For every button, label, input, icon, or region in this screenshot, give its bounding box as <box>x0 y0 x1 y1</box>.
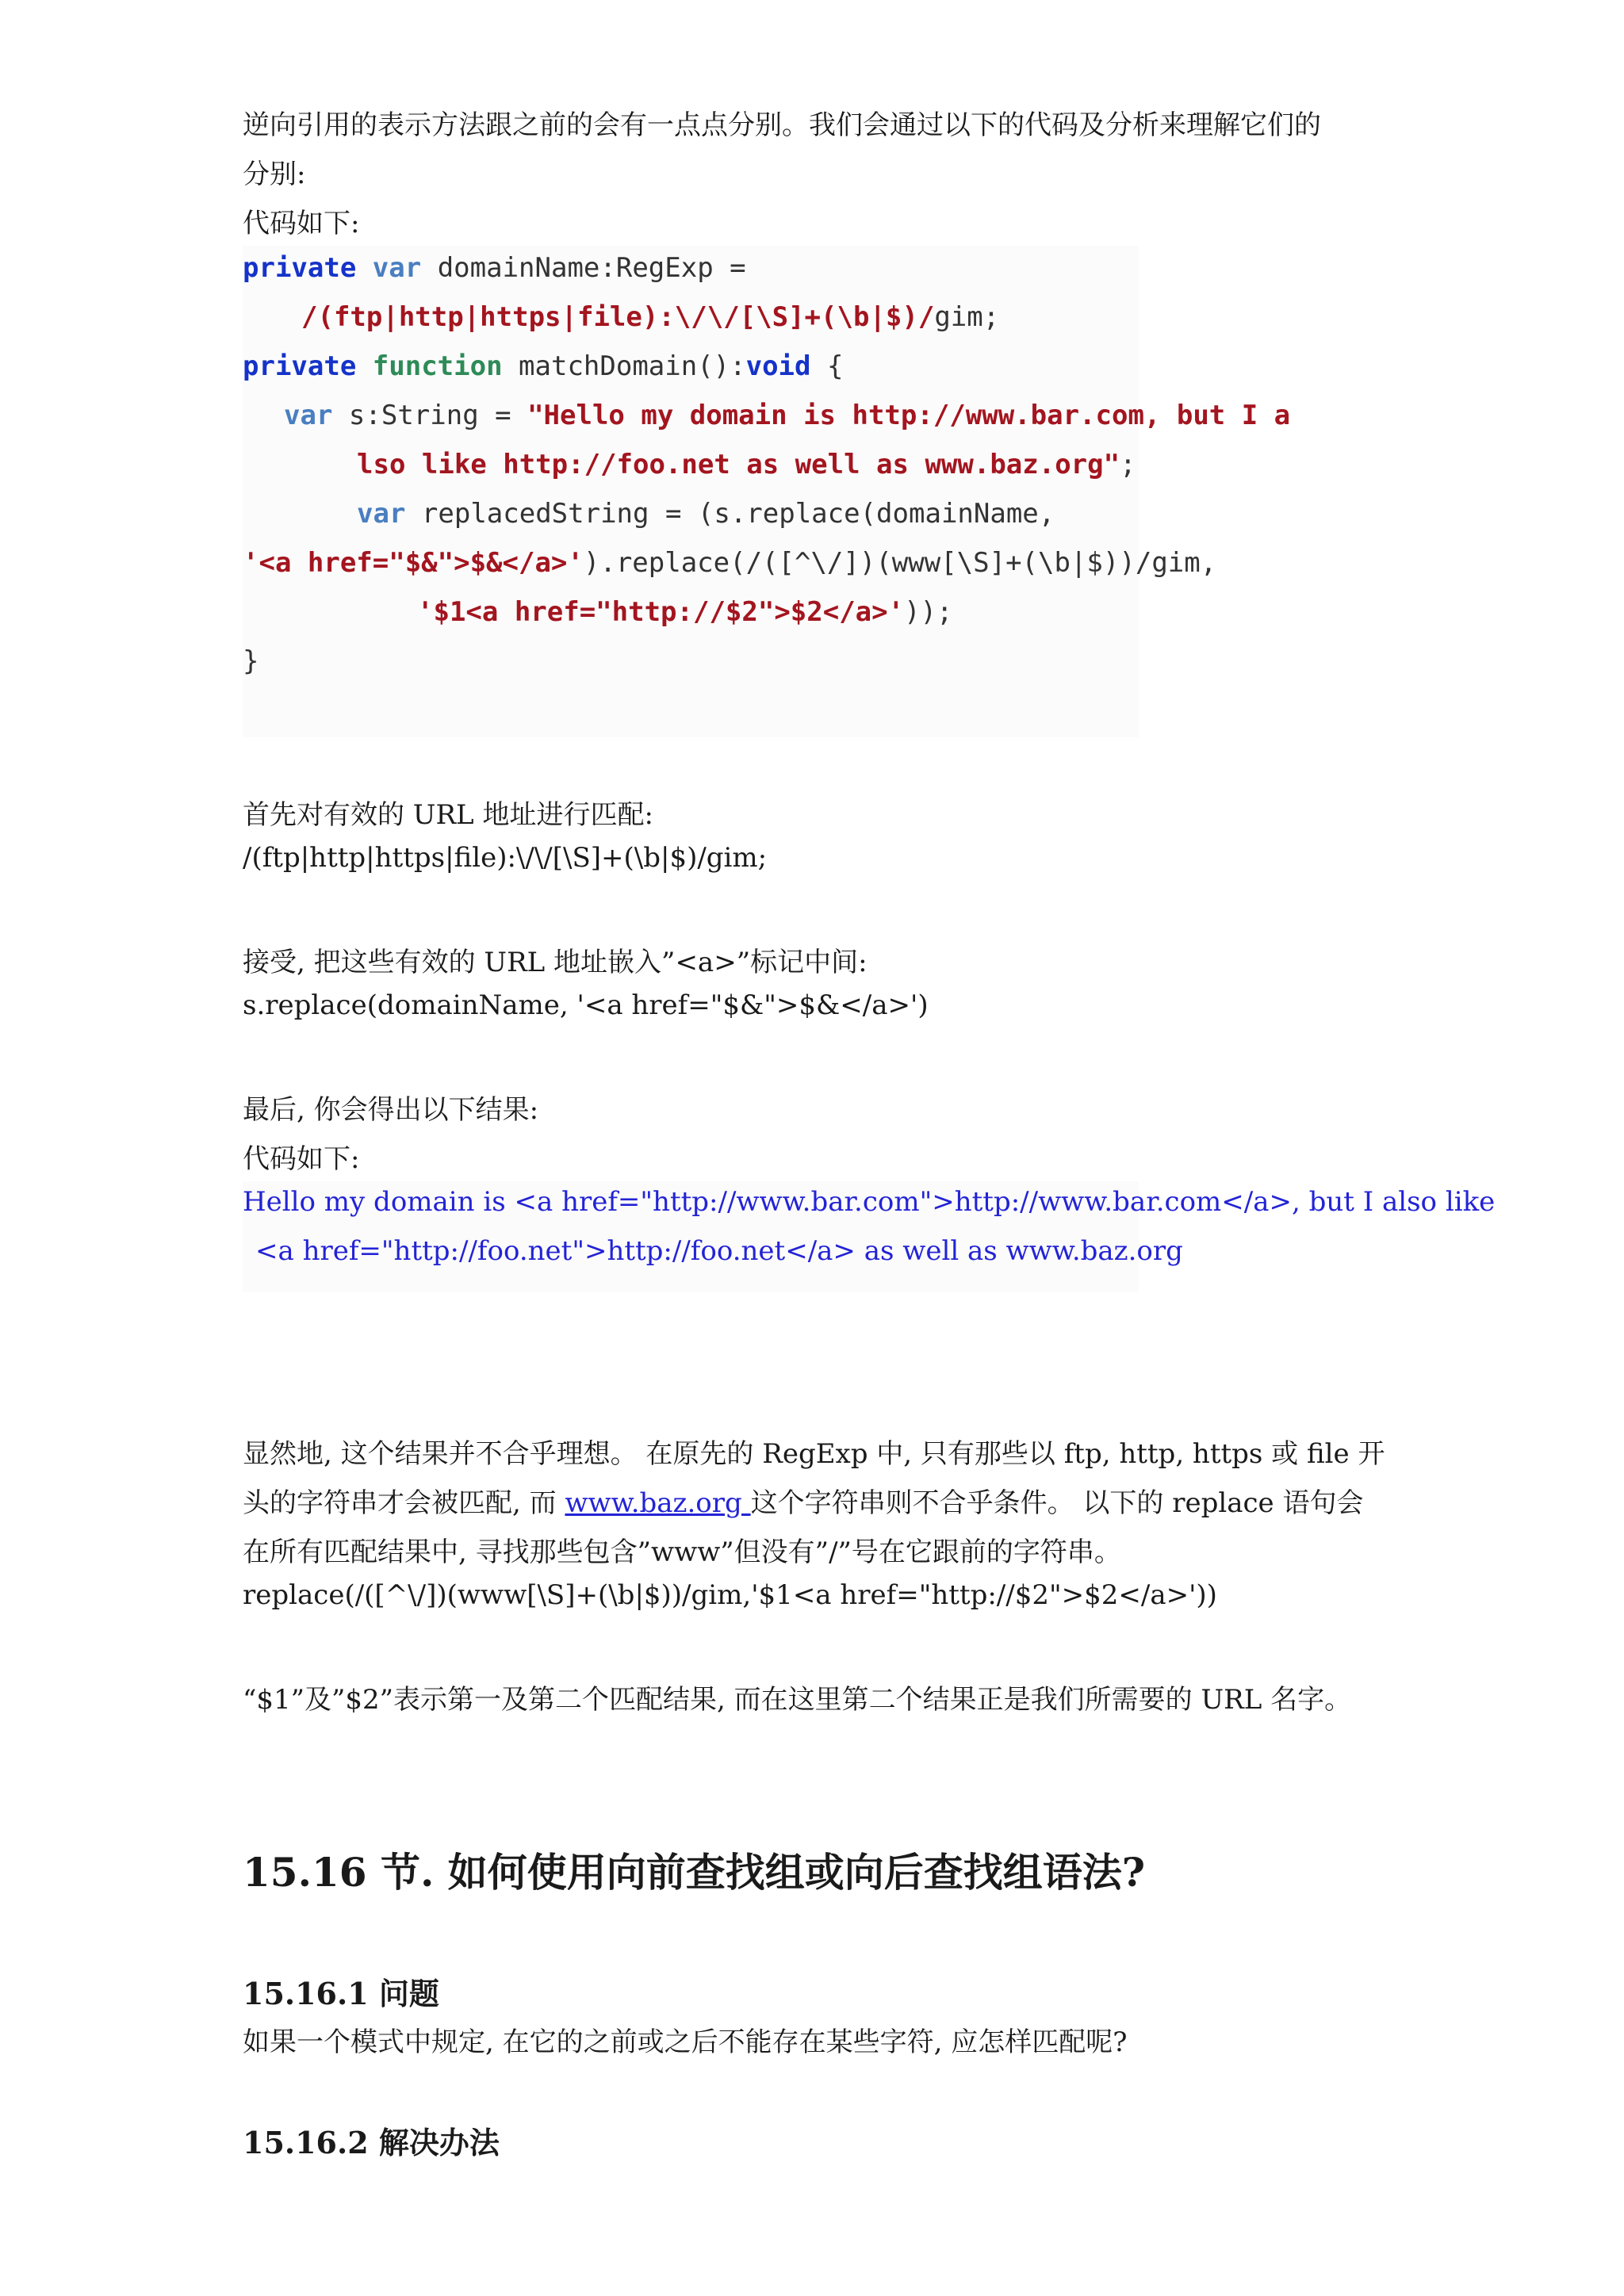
keyword-void: void <box>745 350 811 382</box>
para4-line-2 <box>243 1481 1363 1520</box>
keyword-private: private <box>243 350 357 382</box>
code-text: { <box>826 350 844 382</box>
problem-text: 如果一个模式中规定, 在它的之前或之后不能存在某些字符, 应怎样匹配呢? <box>243 2026 1128 2058</box>
code-text: matchDomain(): <box>519 350 746 382</box>
code-line-9: } <box>243 645 259 677</box>
para3-line-1: 最后, 你会得出以下结果: <box>243 1094 539 1126</box>
para4-line-1: 显然地, 这个结果并不合乎理想。 在原先的 RegExp 中, 只有那些以 ftp, http, https 或 file 开 <box>243 1438 1385 1470</box>
code-line-4 <box>284 400 1290 431</box>
baz-link[interactable]: www.baz.org <box>565 1487 751 1519</box>
result-line-2: <a href="http://foo.net">http://foo.net</a> as well as www.baz.org <box>255 1235 1183 1267</box>
keyword-var: var <box>284 400 333 431</box>
intro-line-1: 逆向引用的表示方法跟之前的会有一点点分别。我们会通过以下的代码及分析来理解它们的 <box>243 109 1321 141</box>
keyword-private: private <box>243 252 357 284</box>
para5-line-1: “$1”及”$2”表示第一及第二个匹配结果, 而在这里第二个结果正是我们所需要的 URL 名字。 <box>243 1684 1352 1716</box>
code-text: ; <box>1120 449 1136 480</box>
string-literal: '$1<a href="http://$2">$2</a>' <box>417 596 905 628</box>
code-text: gim; <box>934 301 1000 333</box>
para4-line-3: 在所有匹配结果中, 寻找那些包含”www”但没有”/”号在它跟前的字符串。 <box>243 1536 1121 1568</box>
code-text: )); <box>904 596 953 628</box>
code-line-2 <box>301 301 999 333</box>
string-literal: lso like http://foo.net as well as www.baz.org" <box>357 449 1120 480</box>
code-text: ).replace(/([^\/])(www[\S]+(\b|$))/gim, <box>583 547 1217 579</box>
result-line-1: Hello my domain is <a href="http://www.bar.com">http://www.bar.com</a>, but I also like <box>243 1186 1496 1218</box>
keyword-var: var <box>372 252 422 284</box>
keyword-function: function <box>372 350 503 382</box>
para3-line-2: 代码如下: <box>243 1143 360 1175</box>
code-line-1 <box>243 252 746 284</box>
code-text: s:String = <box>348 400 528 431</box>
regex-literal: /(ftp|http|https|file):\/\/[\S]+(\b|$)/ <box>301 301 935 333</box>
keyword-var: var <box>357 498 406 530</box>
para4-line-4: replace(/([^\/])(www[\S]+(\b|$))/gim,'$1<a href="http://$2">$2</a>')) <box>243 1579 1217 1611</box>
code-line-7 <box>243 547 1216 579</box>
intro-line-2: 分别: <box>243 159 306 190</box>
subsection-heading-problem: 15.16.1 问题 <box>243 1976 439 2011</box>
code-line-5 <box>357 449 1136 480</box>
code-text: domainName:RegExp = <box>437 252 746 284</box>
code-line-8 <box>417 596 953 628</box>
string-literal: '<a href="$&">$&</a>' <box>243 547 584 579</box>
para2-line-1: 接受, 把这些有效的 URL 地址嵌入”<a>”标记中间: <box>243 947 868 978</box>
code-line-3 <box>243 350 843 382</box>
code-line-6 <box>357 498 1055 530</box>
subsection-heading-solution: 15.16.2 解决办法 <box>243 2125 500 2160</box>
para1-line-2: /(ftp|http|https|file):\/\/[\S]+(\b|$)/gim; <box>243 842 768 874</box>
code-label: 代码如下: <box>243 208 360 239</box>
para2-line-2: s.replace(domainName, '<a href="$&">$&</a>') <box>243 989 929 1021</box>
string-literal: "Hello my domain is http://www.bar.com, but I a <box>527 400 1291 431</box>
para4-text: 这个字符串则不合乎条件。 以下的 replace 语句会 <box>750 1487 1364 1519</box>
para4-text: 头的字符串才会被匹配, 而 <box>243 1487 565 1519</box>
code-text: replacedString = (s.replace(domainName, <box>421 498 1055 530</box>
para1-line-1: 首先对有效的 URL 地址进行匹配: <box>243 799 653 831</box>
section-heading: 15.16 节. 如何使用向前查找组或向后查找组语法? <box>243 1849 1146 1896</box>
